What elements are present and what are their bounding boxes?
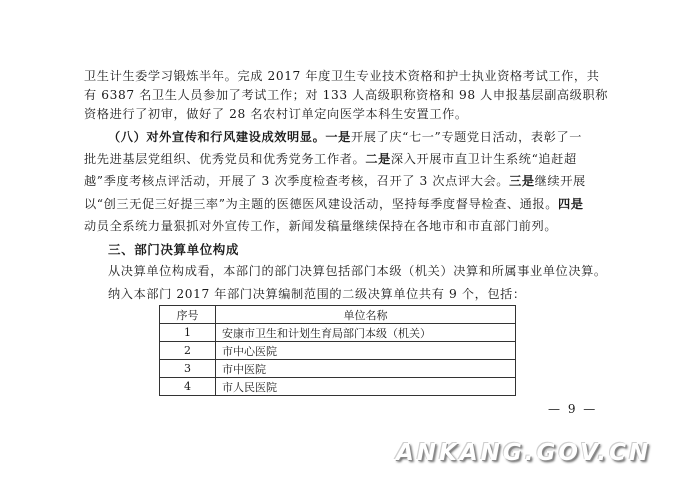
body-text: 开展了庆“七一”专题党日活动，表彰了一 <box>350 130 583 144</box>
emphasis-text: 四是 <box>558 197 584 211</box>
table-cell: 1 <box>160 324 216 342</box>
text-line: 卫生计生委学习锻炼半年。完成 2017 年度卫生专业技术资格和护士执业资格考试工作，共 <box>84 69 600 83</box>
table-cell: 4 <box>160 378 216 396</box>
column-header: 序号 <box>160 306 216 324</box>
subsection-heading: （八）对外宣传和行风建设成效明显。 <box>108 130 326 144</box>
emphasis-text: 一是 <box>325 130 351 144</box>
emphasis-text: 三是 <box>509 174 535 188</box>
text-line: 有 6387 名卫生人员参加了考试工作；对 133 人高级职称资格和 98 人申报基层副高级职称 <box>84 88 609 102</box>
table-cell: 2 <box>160 342 216 360</box>
table-cell: 市中心医院 <box>216 342 516 360</box>
text-line <box>84 174 586 189</box>
column-header: 单位名称 <box>216 306 516 324</box>
body-text: 继续开展 <box>534 174 586 188</box>
text-line: 从决算单位构成看，本部门的部门决算包括部门本级（机关）决算和所属事业单位决算。 <box>108 264 607 278</box>
text-line: 纳入本部门 2017 年部门决算编制范围的二级决算单位共有 9 个，包括： <box>108 287 526 301</box>
table-cell: 市人民医院 <box>216 378 516 396</box>
body-text: 批先进基层党组织、优秀党员和优秀党务工作者。 <box>84 152 366 166</box>
emphasis-text: 二是 <box>365 152 391 166</box>
text-line <box>84 197 584 212</box>
table-header-row <box>160 306 516 324</box>
section-heading: 三、部门决算单位构成 <box>108 242 240 257</box>
text-line: 资格进行了初审，做好了 28 名农村订单定向医学本科生安置工作。 <box>84 107 468 121</box>
text-line <box>108 130 582 145</box>
table-cell: 安康市卫生和计划生育局部门本级（机关） <box>216 324 516 342</box>
page-number: — 9 — <box>548 402 598 416</box>
table-row <box>160 378 516 396</box>
text-line: 动员全系统力量狠抓对外宣传工作，新闻发稿量继续保持在各地市和市直部门前列。 <box>84 219 558 233</box>
table-row <box>160 360 516 378</box>
body-text: 越”季度考核点评活动，开展了 3 次季度检查考核，召开了 3 次点评大会。 <box>84 174 510 188</box>
site-watermark: ANKANG.GOV.CN <box>396 440 652 466</box>
body-text: 以“创三无促三好提三率”为主题的医德医风建设活动，坚持每季度督导检查、通报。 <box>84 197 559 211</box>
table-row <box>160 324 516 342</box>
table-row <box>160 342 516 360</box>
text-line <box>84 152 577 167</box>
units-table <box>159 305 516 396</box>
table-cell: 3 <box>160 360 216 378</box>
table-cell: 市中医院 <box>216 360 516 378</box>
body-text: 深入开展市直卫计生系统“追赶超 <box>390 152 577 166</box>
